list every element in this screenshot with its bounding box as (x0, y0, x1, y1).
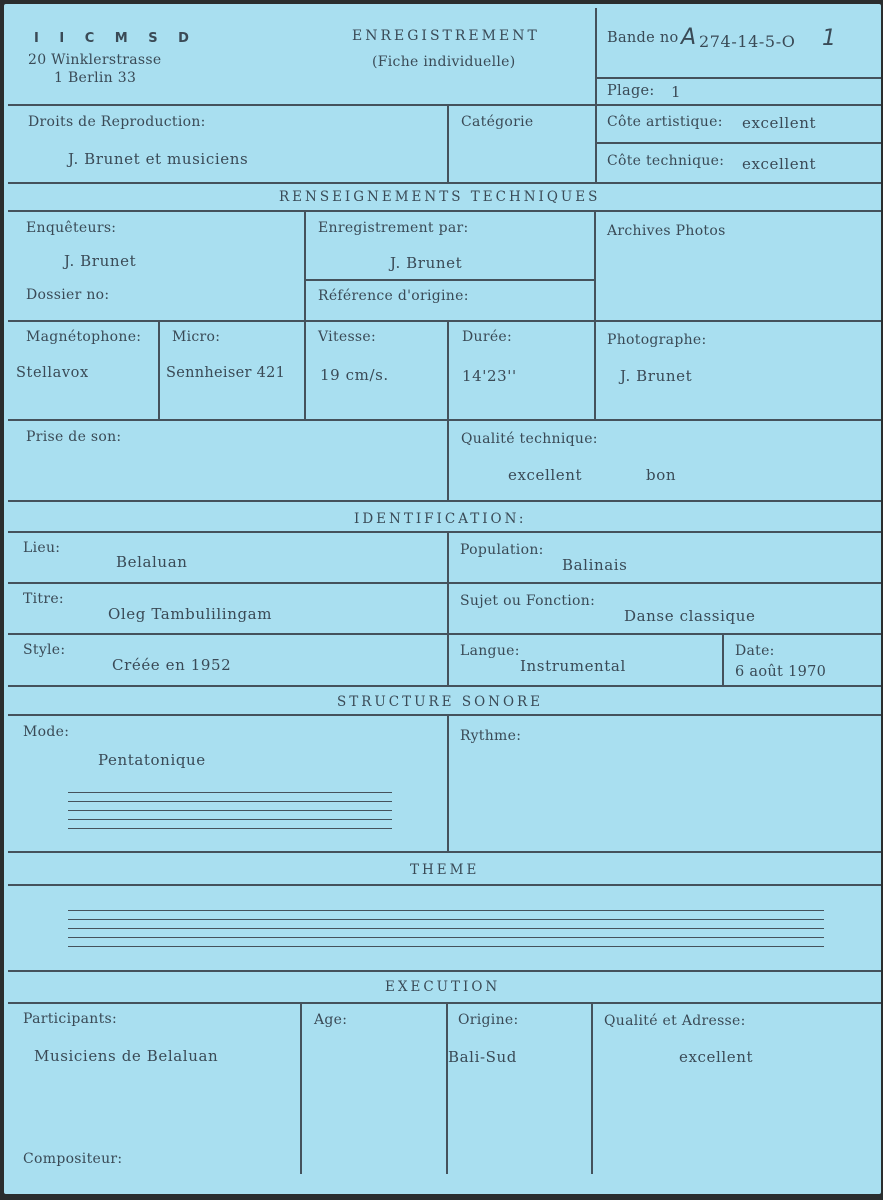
rule (447, 320, 449, 420)
sujet-label: Sujet ou Fonction: (460, 593, 596, 609)
enregistrement-value: J. Brunet (390, 254, 463, 272)
photographe-label: Photographe: (607, 332, 707, 348)
titre-label: Titre: (23, 591, 64, 607)
origine-value: Bali-Sud (448, 1048, 517, 1066)
age-label: Age: (314, 1012, 348, 1028)
section-identification: IDENTIFICATION: (354, 511, 527, 527)
rule (722, 633, 724, 686)
duree-label: Durée: (462, 329, 513, 345)
rule (8, 633, 881, 635)
droits-value: J. Brunet et musiciens (68, 150, 249, 168)
rule (8, 970, 881, 972)
langue-label: Langue: (460, 643, 520, 659)
rule (304, 279, 594, 281)
titre-value: Oleg Tambulilingam (108, 605, 273, 623)
qualite-adresse-label: Qualité et Adresse: (604, 1013, 746, 1029)
enqueteurs-value: J. Brunet (64, 252, 137, 270)
rule (8, 500, 881, 502)
qualite-technique-value-2: bon (646, 466, 677, 484)
org-name: I I C M S D (34, 31, 197, 46)
staff-line (68, 828, 392, 829)
reference-label: Référence d'origine: (318, 288, 469, 304)
style-value: Créée en 1952 (112, 656, 232, 674)
rule (446, 1002, 448, 1174)
staff-line (68, 946, 824, 947)
section-renseignements: RENSEIGNEMENTS TECHNIQUES (279, 189, 601, 205)
bande-letter: A (681, 25, 698, 50)
qualite-adresse-value: excellent (679, 1048, 754, 1066)
lieu-value: Belaluan (116, 553, 188, 571)
vitesse-label: Vitesse: (318, 329, 377, 345)
rule (594, 210, 596, 420)
rule (158, 320, 160, 420)
bande-value: 274-14-5-O (699, 32, 796, 51)
rule (591, 1002, 593, 1174)
rule (596, 77, 881, 79)
mode-label: Mode: (23, 724, 70, 740)
rule (8, 531, 881, 533)
staff-line (68, 801, 392, 802)
form-subtitle: (Fiche individuelle) (372, 54, 516, 70)
rule (447, 714, 449, 852)
participants-label: Participants: (23, 1011, 118, 1027)
cote-technique-label: Côte technique: (607, 153, 725, 169)
prise-label: Prise de son: (26, 429, 122, 445)
cote-artistique-label: Côte artistique: (607, 114, 723, 130)
plage-value: 1 (671, 83, 682, 101)
staff-line (68, 792, 392, 793)
enqueteurs-label: Enquêteurs: (26, 220, 117, 236)
population-label: Population: (460, 542, 544, 558)
dossier-label: Dossier no: (26, 287, 110, 303)
sujet-value: Danse classique (624, 607, 756, 625)
duree-value: 14'23'' (462, 367, 517, 385)
qualite-technique-value-1: excellent (508, 466, 583, 484)
staff-line (68, 937, 824, 938)
section-structure: STRUCTURE SONORE (337, 694, 544, 710)
date-value: 6 août 1970 (735, 664, 827, 680)
rule (300, 1002, 302, 1174)
rule (8, 714, 881, 716)
bande-label: Bande no (607, 30, 679, 46)
droits-label: Droits de Reproduction: (28, 114, 206, 130)
lieu-label: Lieu: (23, 540, 61, 556)
staff-line (68, 810, 392, 811)
staff-line (68, 928, 824, 929)
micro-value: Sennheiser 421 (166, 365, 286, 381)
rule (8, 210, 881, 212)
section-theme: THEME (410, 862, 480, 878)
rule (8, 582, 881, 584)
langue-value: Instrumental (520, 657, 626, 675)
photographe-value: J. Brunet (620, 367, 693, 385)
archives-label: Archives Photos (607, 223, 726, 239)
rule (8, 851, 881, 853)
rule (8, 1002, 881, 1004)
origine-label: Origine: (458, 1012, 519, 1028)
cote-technique-value: excellent (742, 155, 817, 173)
rule (447, 531, 449, 686)
rule (8, 685, 881, 687)
section-execution: EXECUTION (385, 979, 501, 995)
rule (8, 884, 881, 886)
qualite-technique-label: Qualité technique: (461, 431, 598, 447)
population-value: Balinais (562, 556, 628, 574)
staff-line (68, 910, 824, 911)
micro-label: Micro: (172, 329, 221, 345)
rule (304, 210, 306, 420)
rule (596, 142, 881, 144)
magnetophone-value: Stellavox (16, 365, 89, 381)
compositeur-label: Compositeur: (23, 1151, 123, 1167)
org-city: 1 Berlin 33 (54, 70, 137, 86)
categorie-label: Catégorie (461, 114, 534, 130)
mode-value: Pentatonique (98, 751, 206, 769)
magnetophone-label: Magnétophone: (26, 329, 142, 345)
rule (447, 419, 449, 501)
staff-line (68, 819, 392, 820)
rule (8, 182, 881, 184)
rule (447, 104, 449, 183)
vitesse-value: 19 cm/s. (320, 366, 389, 384)
rythme-label: Rythme: (460, 728, 522, 744)
form-title: ENREGISTREMENT (352, 28, 540, 44)
enregistrement-label: Enregistrement par: (318, 220, 469, 236)
rule (8, 419, 881, 421)
cote-artistique-value: excellent (742, 114, 817, 132)
index-card (4, 4, 881, 1194)
participants-value: Musiciens de Belaluan (34, 1047, 219, 1065)
rule (8, 320, 881, 322)
org-street: 20 Winklerstrasse (28, 52, 162, 68)
style-label: Style: (23, 642, 66, 658)
staff-line (68, 919, 824, 920)
bande-suffix: 1 (822, 26, 837, 51)
plage-label: Plage: (607, 83, 655, 99)
rule (8, 104, 881, 106)
date-label: Date: (735, 643, 775, 659)
rule (595, 8, 597, 183)
